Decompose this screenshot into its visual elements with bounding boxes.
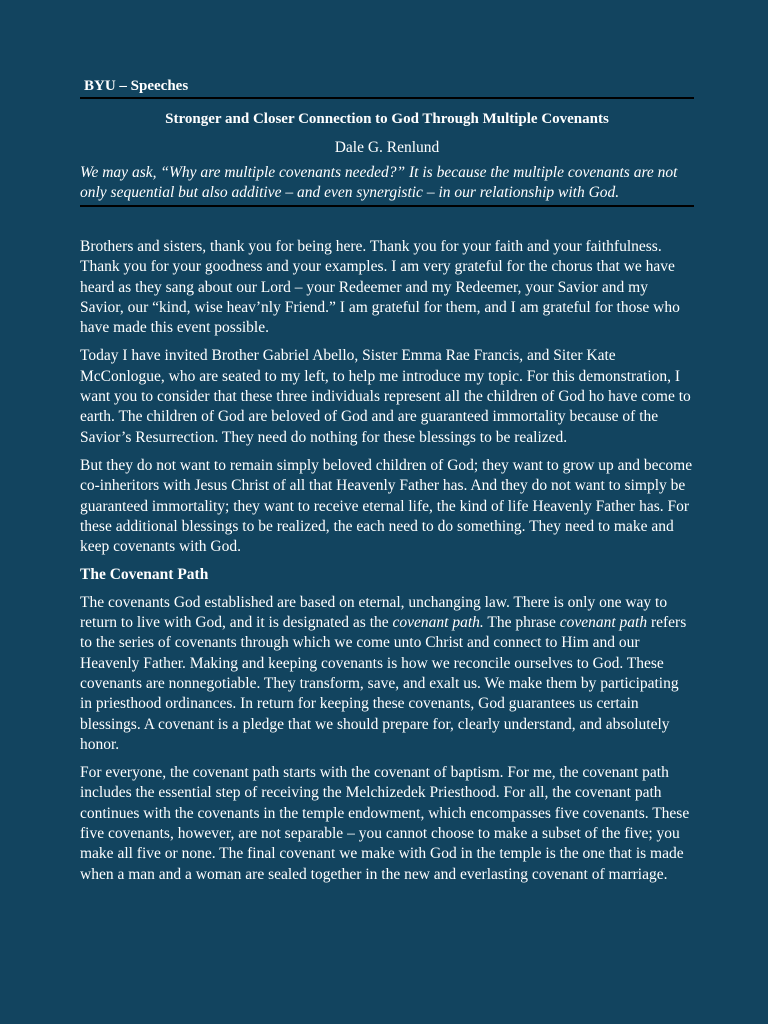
paragraph-2: Today I have invited Brother Gabriel Abello, Sister Emma Rae Francis, and Siter Kate McConlogue, who are seated to my left, to help me introduce my topic. For this demonstration, I want you to consider that these three individuals represent all the children of God ho have come to earth. The children of God are beloved of God and are guaranteed immortality because of the Savior’s Resurrection. They need do nothing for these blessings to be realized. (80, 347, 691, 446)
source-label: BYU – Speeches (80, 76, 694, 99)
paragraph-4 (80, 593, 694, 755)
paragraph-5: For everyone, the covenant path starts with the covenant of baptism. For me, the covenant path includes the essential step of receiving the Melchizedek Priesthood. For all, the covenant path continues with the covenants in the temple endowment, which encompasses five covenants. These five covenants, however, are not separable – you cannot choose to make a subset of the five; you make all five or none. The final covenant we make with God in the temple is the one that is made when a man and a woman are sealed together in the new and everlasting covenant of marriage. (80, 764, 690, 883)
author-name: Dale G. Renlund (334, 139, 440, 156)
paragraph-4-emphasis-1: covenant path. (392, 614, 484, 632)
paragraph-4-part-e: refers to the series of covenants through which we come unto Christ and connect to Him and our Heavenly Father. Making and keeping covenants is how we reconcile ourselves to God. These covenants are nonnegotiable. They transform, save, and exalt us. We make them by participating in priesthood ordinances. In return for keeping these covenants, God guarantees us certain blessings. A covenant is a pledge that we should prepare for, clearly understand, and absolutely honor. (80, 614, 687, 753)
document-header (80, 76, 694, 207)
paragraph-4-part-c: The phrase (483, 614, 560, 632)
paragraph-4-part-a: The covenants God established are based on eternal, unchanging law. There is only one way to return to live with God, and it is designated as the (80, 593, 668, 632)
section-heading: The Covenant Path (80, 566, 209, 584)
speech-title: Stronger and Closer Connection to God Through Multiple Covenants (165, 111, 609, 127)
paragraph-4-emphasis-2: covenant path (559, 614, 648, 632)
epigraph-quote: We may ask, “Why are multiple covenants needed?” It is because the multiple covenants are not only sequential but also additive – and even synergistic – in our relationship with God. (80, 163, 694, 207)
speech-body (80, 237, 694, 893)
paragraph-1: Brothers and sisters, thank you for being here. Thank you for your faith and your faithfulness. Thank you for your goodness and your examples. I am very grateful for the chorus that we have heard as they sang about our Lord – your Redeemer and my Redeemer, your Savior and my Savior, our “kind, wise heav’nly Friend.” I am grateful for them, and I am grateful for those who have made this event possible. (80, 238, 680, 337)
paragraph-3: But they do not want to remain simply beloved children of God; they want to grow up and become co-inheritors with Jesus Christ of all that Heavenly Father has. And they do not want to simply be guaranteed immortality; they want to receive eternal life, the kind of life Heavenly Father has. For these additional blessings to be realized, the each need to do something. They need to make and keep covenants with God. (80, 456, 693, 556)
